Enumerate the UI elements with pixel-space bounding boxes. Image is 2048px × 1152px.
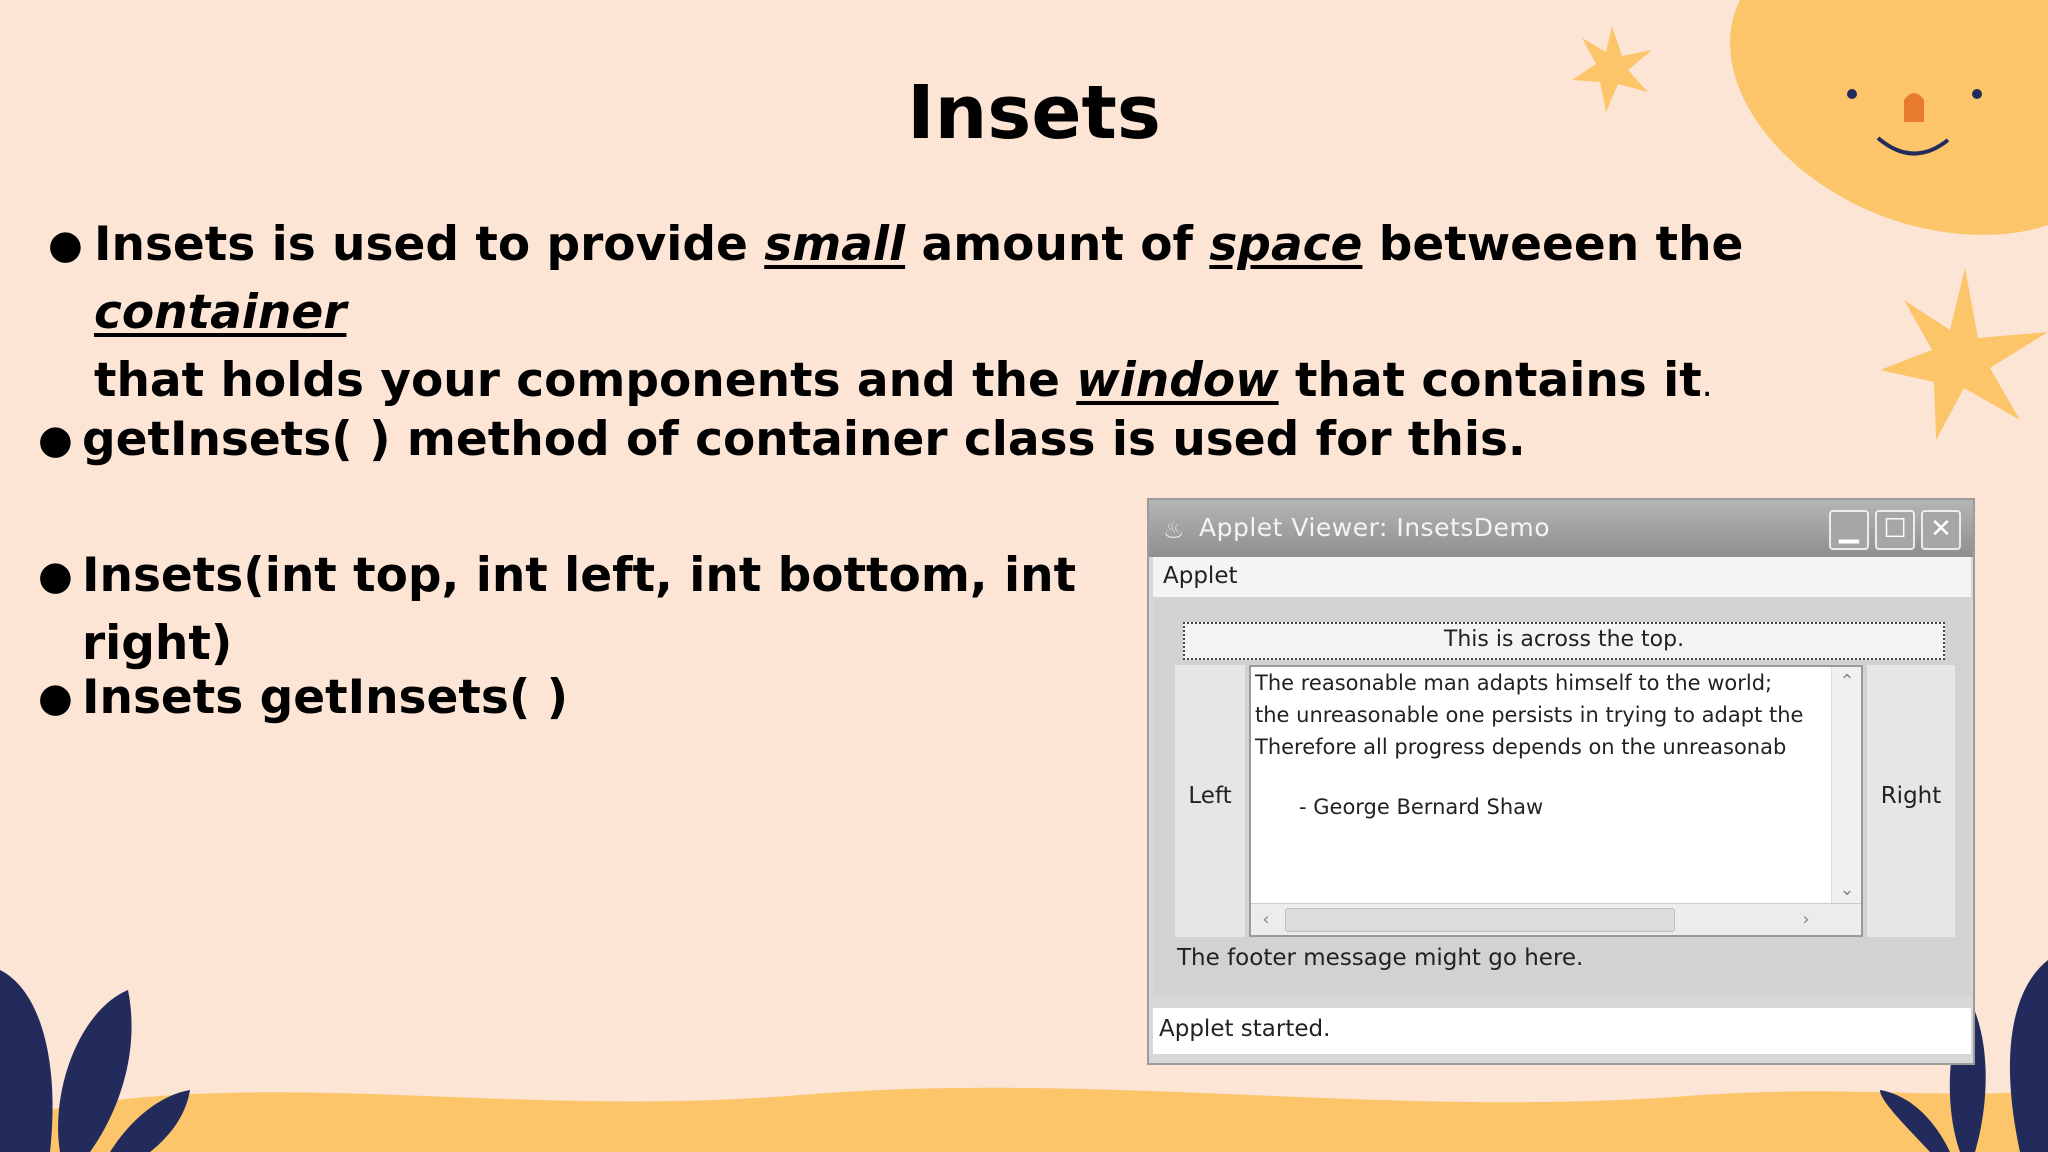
leaf-left-1 xyxy=(0,970,53,1152)
scroll-right-icon[interactable]: › xyxy=(1802,909,1810,930)
bullet-insets-definition xyxy=(48,211,1834,419)
minimize-button[interactable]: ▁ xyxy=(1829,510,1869,550)
bullet-dot: ● xyxy=(48,222,83,268)
slide-title: Insets xyxy=(907,70,1161,156)
big-star xyxy=(1880,268,2048,440)
bullet3-text: Insets(int top, int left, int bottom, int right) xyxy=(82,548,1077,671)
bottom-wave xyxy=(0,1088,2048,1152)
window-titlebar[interactable] xyxy=(1149,500,1973,557)
text-line: Therefore all progress depends on the unreasonab xyxy=(1255,735,1787,759)
bullet1-period: . xyxy=(1701,365,1713,405)
bullet-insets-constructor xyxy=(38,542,1162,678)
quote-textarea[interactable] xyxy=(1249,665,1863,937)
window-title: Applet Viewer: InsetsDemo xyxy=(1199,513,1551,542)
bullet-dot: ● xyxy=(38,417,73,463)
horizontal-scrollbar[interactable] xyxy=(1251,903,1861,935)
menubar xyxy=(1153,557,1971,597)
applet-viewer-window xyxy=(1147,498,1975,1065)
bullet-dot: ● xyxy=(38,553,73,599)
bullet1-text-5: that contains it xyxy=(1278,353,1702,408)
bullet2-text: getInsets( ) method of container class is used for this. xyxy=(82,412,1526,467)
bullet1-emphasis-container: container xyxy=(94,285,347,340)
scroll-left-icon[interactable]: ‹ xyxy=(1262,909,1270,930)
scroll-down-icon[interactable]: ⌄ xyxy=(1839,879,1855,900)
bullet1-emphasis-small: small xyxy=(764,217,906,272)
scroll-thumb[interactable] xyxy=(1285,908,1675,932)
status-text: Applet started. xyxy=(1159,1016,1331,1042)
footer-label: The footer message might go here. xyxy=(1177,945,1584,971)
bullet4-text: Insets getInsets( ) xyxy=(82,670,569,725)
maximize-button[interactable]: ☐ xyxy=(1875,510,1915,550)
text-line: The reasonable man adapts himself to the world; xyxy=(1255,671,1773,695)
left-button[interactable]: Left xyxy=(1175,665,1245,937)
bullet1-text-3: betweeen the xyxy=(1362,217,1744,272)
bullet-dot: ● xyxy=(38,675,73,721)
leaf-right-1 xyxy=(2010,960,2048,1152)
bullet1-text-2: amount of xyxy=(905,217,1210,272)
menu-applet[interactable]: Applet xyxy=(1163,563,1238,589)
scroll-up-icon[interactable]: ⌃ xyxy=(1839,671,1855,692)
bullet1-emphasis-space: space xyxy=(1209,217,1363,272)
bullet1-emphasis-window: window xyxy=(1076,353,1279,408)
bullet1-text-4: that holds your components and the xyxy=(94,353,1077,408)
bullet-getinsets-method xyxy=(38,406,1582,474)
top-button[interactable]: This is across the top. xyxy=(1183,622,1945,660)
text-line: the unreasonable one persists in trying to adapt the xyxy=(1255,703,1804,727)
java-cup-icon: ♨ xyxy=(1163,516,1185,544)
text-line: - George Bernard Shaw xyxy=(1299,795,1544,819)
status-bar xyxy=(1153,1008,1971,1054)
vertical-scrollbar[interactable] xyxy=(1831,667,1861,905)
close-button[interactable]: ✕ xyxy=(1921,510,1961,550)
applet-content xyxy=(1153,597,1971,995)
right-button[interactable]: Right xyxy=(1867,665,1955,937)
bullet-getinsets-signature xyxy=(38,664,982,732)
bullet1-text-1: Insets is used to provide xyxy=(94,217,765,272)
